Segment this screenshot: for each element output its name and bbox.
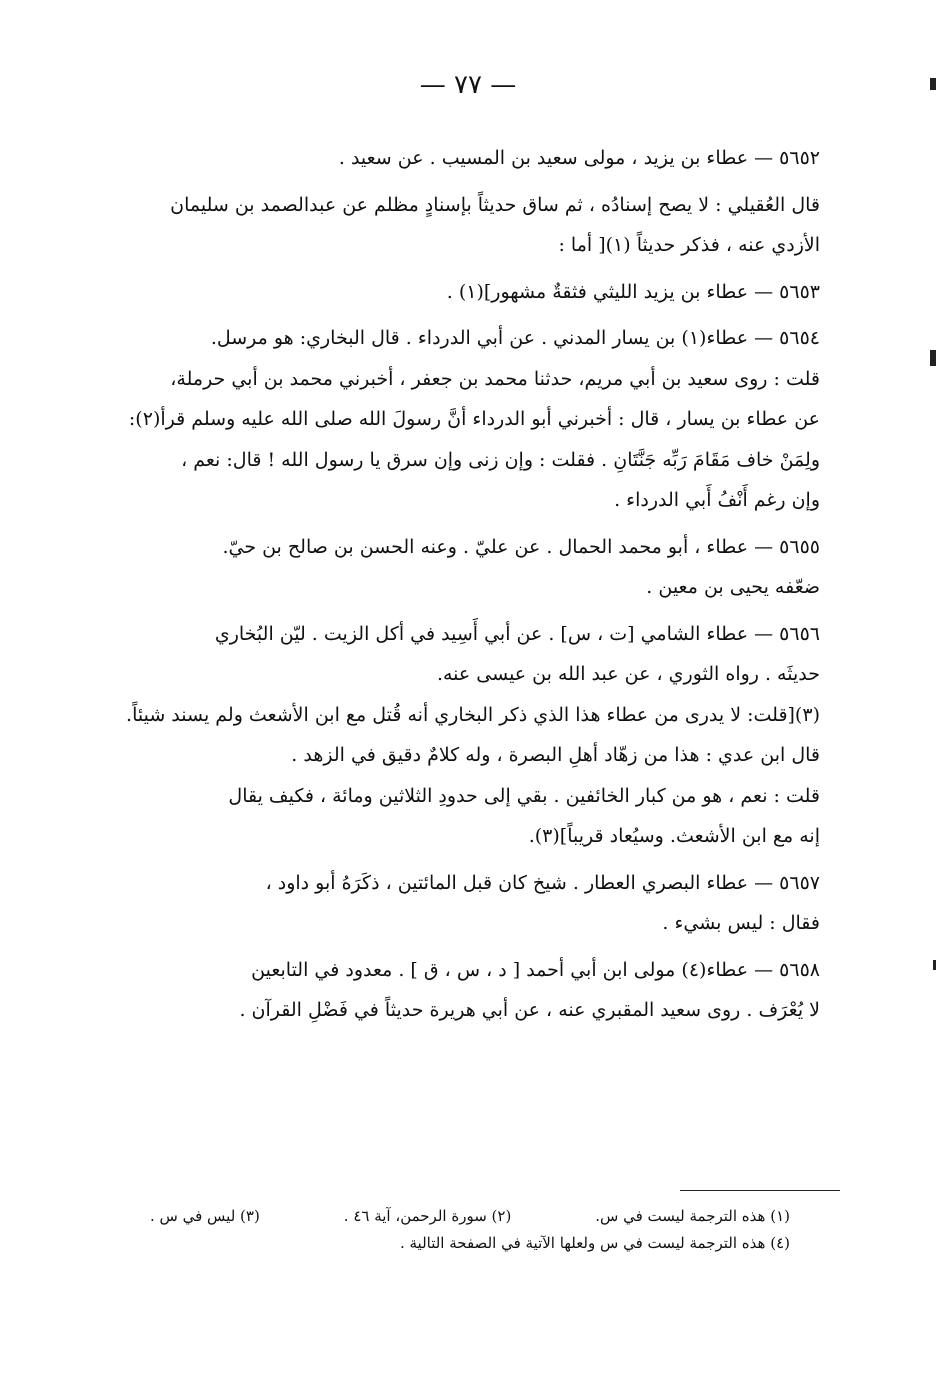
- entry-5652-comment: [150, 185, 820, 266]
- scan-edge-mark: [930, 350, 936, 366]
- scan-edge-mark: [930, 78, 936, 90]
- footnotes: [150, 1203, 790, 1257]
- entry-5653: [150, 272, 820, 313]
- entry-5658: [150, 950, 820, 1031]
- text-line: وإن رغم أَنْفُ أَبي الدرداء .: [614, 489, 820, 511]
- footnote-3: (٣) ليس في س .: [150, 1207, 260, 1225]
- footnote-row: [150, 1203, 790, 1230]
- text-line: فقال : ليس بشيء .: [662, 912, 820, 934]
- text-line: ولِمَنْ خاف مَقَامَ رَبِّه جَنَّتَانِ . فقلت : وإن زنى وإن سرق يا رسول الله ! قال: نعم ،: [181, 448, 820, 471]
- text-line: (٣)[قلت: لا يدرى من عطاء هذا الذي ذكر البخاري أنه قُتل مع ابن الأشعث ولم يسند شيئاً.: [126, 703, 820, 726]
- footnote-1: (١) هذه الترجمة ليست في س.: [595, 1207, 790, 1225]
- body-text: [126, 138, 820, 1037]
- entry-5654: [128, 318, 820, 521]
- text-line: ٥٦٥٧ — عطاء البصري العطار . شيخ كان قبل المائتين ، ذكَرَهُ أبو داود ،: [265, 871, 820, 894]
- page-number: — ٧٧ —: [419, 70, 517, 100]
- entry-5657: [150, 863, 820, 944]
- text-line: ٥٦٥٦ — عطاء الشامي [ت ، س] . عن أبي أَسِيد في أكل الزيت . ليّن البُخاري: [214, 622, 820, 645]
- footnote-divider: [680, 1190, 840, 1191]
- text-line: الأزدي عنه ، فذكر حديثاً (١)[ أما :: [558, 234, 820, 256]
- entry-5656: [126, 614, 820, 857]
- text-line: ضعّفه يحيى بن معين .: [646, 576, 820, 598]
- text-line: ٥٦٥٥ — عطاء ، أبو محمد الحمال . عن عليّ . وعنه الحسن بن صالح بن حيّ.: [222, 535, 820, 558]
- footnote-4: (٤) هذه الترجمة ليست في س ولعلها الآتية في الصفحة التالية .: [399, 1234, 790, 1252]
- text-line: حديثَه . رواه الثوري ، عن عبد الله بن عيسى عنه.: [436, 663, 820, 685]
- text-line: ٥٦٥٣ — عطاء بن يزيد الليثي فثقةٌ مشهور](١) .: [446, 280, 820, 303]
- entry-5655: [150, 527, 820, 608]
- text-line: ٥٦٥٤ — عطاء(١) بن يسار المدني . عن أبي الدرداء . قال البخاري: هو مرسل.: [210, 327, 820, 349]
- text-line: إنه مع ابن الأشعث. وسيُعاد قريباً](٣).: [528, 825, 820, 847]
- text-line: قال ابن عدي : هذا من زهّاد أهلِ البصرة ، وله كلامٌ دقيق في الزهد .: [291, 744, 820, 766]
- text-line: قلت : روى سعيد بن أبي مريم، حدثنا محمد بن جعفر ، أخبرني محمد بن أبي حرملة،: [170, 367, 820, 390]
- text-line: ٥٦٥٢ — عطاء بن يزيد ، مولى سعيد بن المسيب . عن سعيد .: [338, 147, 820, 169]
- text-line: قال العُقيلي : لا يصح إسنادُه ، ثم ساق حديثاً بإسنادٍ مظلم عن عبدالصمد بن سليمان: [170, 193, 820, 216]
- text-line: لا يُعْرَف . روى سعيد المقبري عنه ، عن أبي هريرة حديثاً في فَضْلِ القرآن .: [239, 999, 820, 1021]
- text-line: قلت : نعم ، هو من كبار الخائفين . بقي إلى حدودِ الثلاثين ومائة ، فكيف يقال: [228, 784, 820, 807]
- text-line: عن عطاء بن يسار ، قال : أخبرني أبو الدرداء أنَّ رسولَ الله صلى الله عليه وسلم قرأ(٢):: [128, 408, 820, 430]
- footnote-2: (٢) سورة الرحمن، آية ٤٦ .: [343, 1207, 512, 1225]
- text-line: ٥٦٥٨ — عطاء(٤) مولى ابن أبي أحمد [ د ، س ، ق ] . معدود في التابعين: [251, 958, 820, 981]
- entry-5652: [150, 138, 820, 179]
